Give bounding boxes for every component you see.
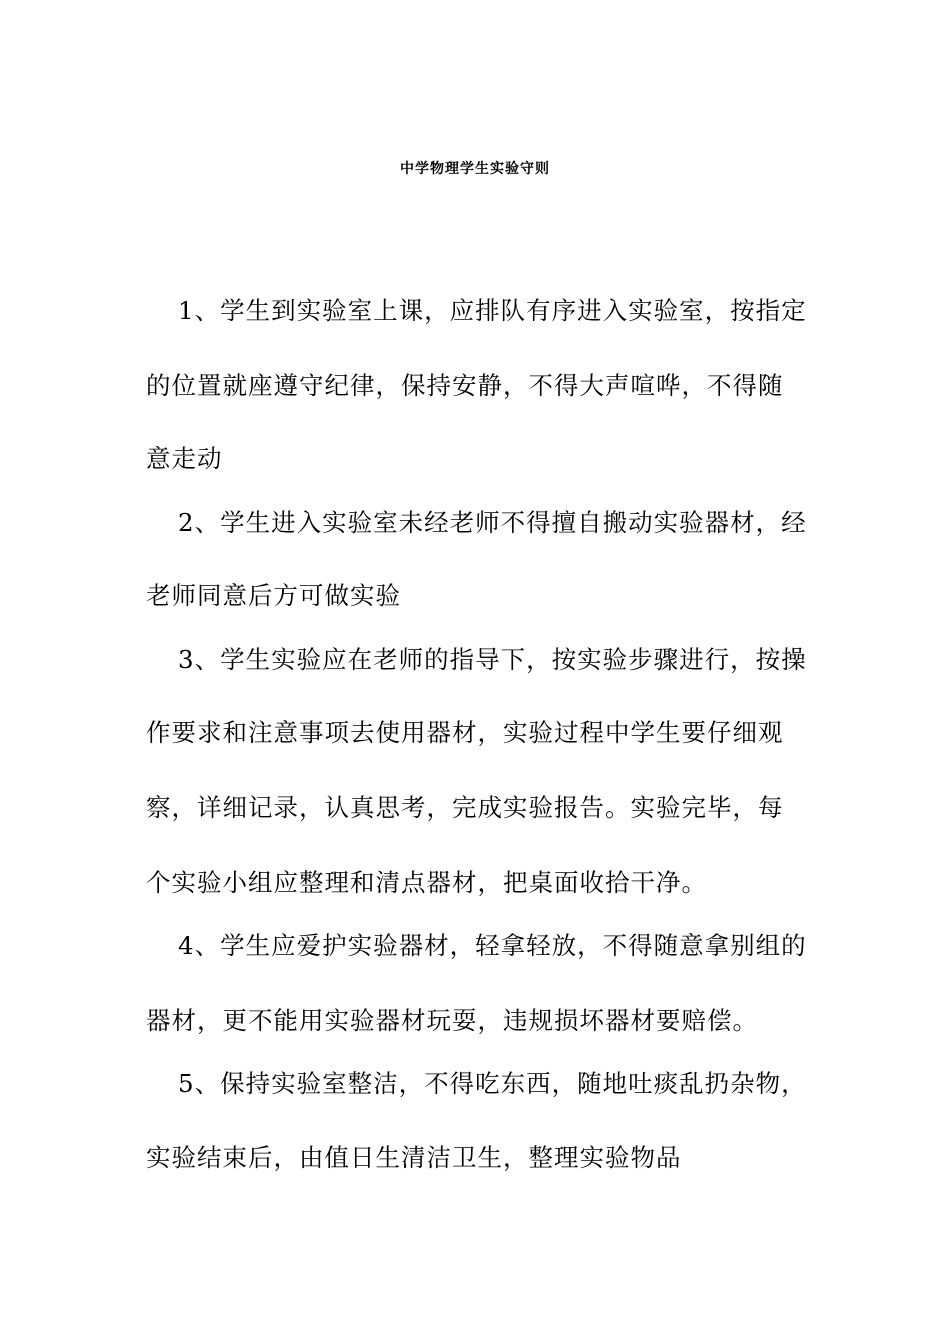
rule-1-line-3: 意走动: [146, 444, 223, 473]
rule-1-line-1: 1、学生到实验室上课，应排队有序进入实验室，按指定: [178, 296, 807, 325]
rule-5-line-2: 实验结束后，由值日生清洁卫生，整理实验物品: [146, 1143, 682, 1172]
rule-4-line-1: 4、学生应爱护实验器材，轻拿轻放，不得随意拿别组的: [178, 931, 807, 960]
rule-2-line-1: 2、学生进入实验室未经老师不得擅自搬动实验器材，经: [178, 508, 807, 537]
rule-1-line-2: 的位置就座遵守纪律，保持安静，不得大声喧哗，不得随: [146, 371, 784, 400]
rule-5-line-1: 5、保持实验室整洁，不得吃东西，随地吐痰乱扔杂物，: [178, 1069, 807, 1098]
rule-3-line-4: 个实验小组应整理和清点器材，把桌面收拾干净。: [146, 868, 707, 897]
rule-3-line-3: 察，详细记录，认真思考，完成实验报告。实验完毕，每: [146, 793, 784, 822]
rule-2-line-2: 老师同意后方可做实验: [146, 581, 401, 610]
document-title: 中学物理学生实验守则: [400, 161, 550, 177]
rule-3-line-2: 作要求和注意事项去使用器材，实验过程中学生要仔细观: [146, 718, 784, 747]
rule-4-line-2: 器材，更不能用实验器材玩耍，违规损坏器材要赔偿。: [146, 1006, 758, 1035]
rule-3-line-1: 3、学生实验应在老师的指导下，按实验步骤进行，按操: [178, 645, 807, 674]
